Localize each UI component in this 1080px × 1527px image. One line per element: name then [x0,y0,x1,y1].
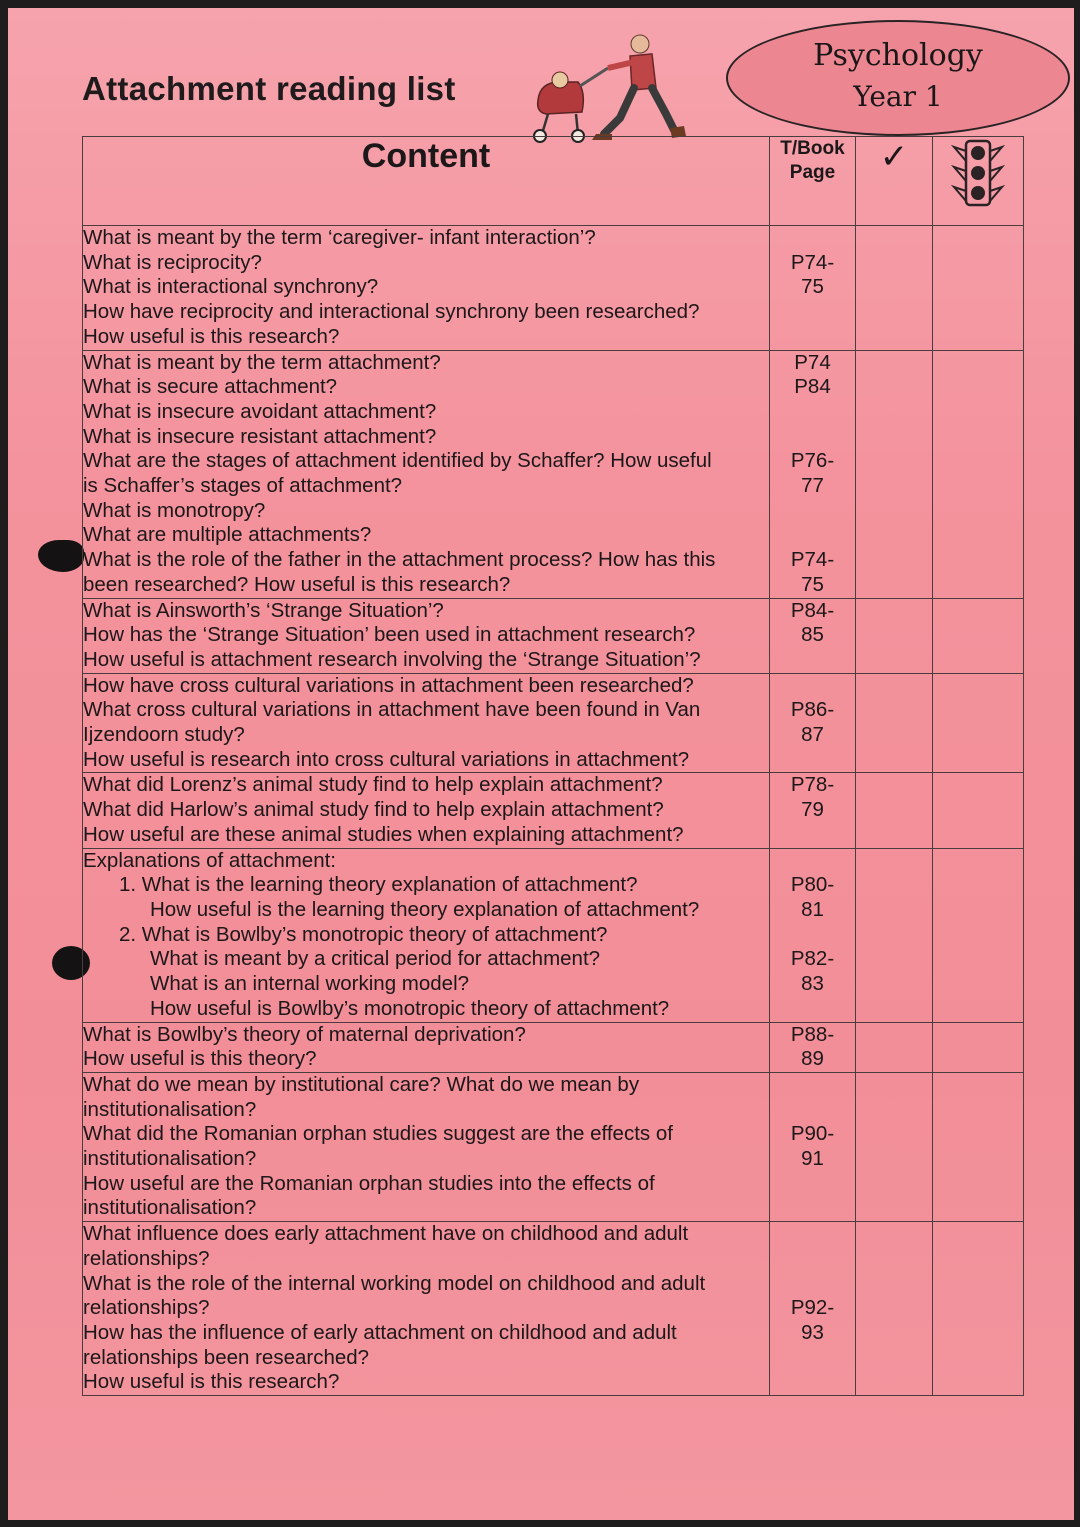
page-ref-line [770,849,855,874]
traffic-light-icon [950,137,1006,209]
page-ref-line [770,648,855,673]
page-ref-line: P90- [790,1122,835,1146]
completed-column-header [856,137,933,226]
questions-cell [83,1072,770,1221]
page-ref-line: P84 [794,375,831,399]
confidence-rating-cell[interactable] [933,1222,1024,1396]
page-ref-line [770,400,855,425]
page-ref-line: P78- [790,773,835,797]
question-line: institutionalisation? [83,1097,257,1121]
question-line: What is secure attachment? [83,375,338,399]
page-ref-cell [770,773,856,848]
question-line: How useful are the Romanian orphan studies into the effects of [83,1171,655,1195]
page-ref-line: 83 [801,972,824,996]
question-line: relationships? [83,1296,210,1320]
question-line: How useful is attachment research involving the ‘Strange Situation’? [83,647,701,671]
page-ref-line: 81 [801,897,824,921]
page-ref-line: P84- [790,598,835,622]
person-pushing-pram-icon [520,22,690,147]
page-ref-line [770,300,855,325]
page-ref-cell [770,350,856,598]
page-ref-line [770,1370,855,1395]
question-line: What is monotropy? [83,498,266,522]
completed-checkbox-cell[interactable] [856,350,933,598]
question-line: How useful are these animal studies when explaining attachment? [83,822,684,846]
page-ref-line: P88- [790,1022,835,1046]
confidence-column-header [933,137,1024,226]
page-ref-line: P74- [790,548,835,572]
question-line: What is the role of the father in the attachment process? How has this [83,548,716,572]
page-ref-cell [770,848,856,1022]
reading-list-table [82,136,1024,1396]
question-line: How useful is the learning theory explanation of attachment? [150,897,700,921]
question-line: What influence does early attachment have on childhood and adult [83,1222,689,1246]
question-line: How useful is this research? [83,1370,340,1394]
question-line: What is meant by the term ‘caregiver- infant interaction’? [83,226,596,249]
question-line: institutionalisation? [83,1196,257,1220]
question-line: How useful is Bowlby’s monotropic theory of attachment? [150,996,670,1020]
question-line: How have cross cultural variations in attachment been researched? [83,673,694,697]
question-line: What are the stages of attachment identified by Schaffer? How useful [83,449,712,473]
confidence-rating-cell[interactable] [933,848,1024,1022]
question-line: How has the influence of early attachment on childhood and adult [83,1320,677,1344]
page-ref-cell [770,673,856,773]
page-ref-line: P86- [790,698,835,722]
questions-cell [83,773,770,848]
question-line: relationships been researched? [83,1345,370,1369]
page-ref-line: 89 [801,1047,824,1071]
page-ref-cell [770,1222,856,1396]
question-line: institutionalisation? [83,1147,257,1171]
completed-checkbox-cell[interactable] [856,673,933,773]
page-ref-cell [770,1022,856,1072]
question-line: How have reciprocity and interactional synchrony been researched? [83,300,700,324]
question-line: What is the role of the internal working model on childhood and adult [83,1271,706,1295]
questions-cell [83,598,770,673]
page-ref-line [770,823,855,848]
question-line: What cross cultural variations in attachment have been found in Van [83,698,701,722]
question-line: 1. What is the learning theory explanation of attachment? [119,873,638,897]
page-ref-line: P92- [790,1296,835,1320]
page-ref-line: 87 [801,723,824,747]
page-ref-line [770,1272,855,1297]
page-ref-line [770,1247,855,1272]
question-line: What is Ainsworth’s ‘Strange Situation’? [83,598,444,622]
page-column-header [770,137,856,226]
worksheet-page [8,8,1074,1520]
questions-cell [83,1022,770,1072]
page-ref-cell [770,226,856,351]
question-line: Ijzendoorn study? [83,723,245,747]
page-ref-line [770,1346,855,1371]
question-line: How useful is this theory? [83,1047,317,1071]
question-line: 2. What is Bowlby’s monotropic theory of attachment? [119,922,608,946]
page-ref-line [770,1073,855,1098]
table-row [83,1072,1024,1221]
course-badge [726,20,1070,136]
punch-hole-top [38,540,84,572]
question-line: What did Harlow’s animal study find to help explain attachment? [83,798,664,822]
confidence-rating-cell[interactable] [933,1022,1024,1072]
page-ref-line [770,1196,855,1221]
content-column-header: Content [83,137,770,226]
questions-cell [83,350,770,598]
confidence-rating-cell[interactable] [933,673,1024,773]
page-ref-line: P76- [790,449,835,473]
page-ref-line [770,226,855,251]
question-line: What is an internal working model? [150,972,470,996]
question-line: What did the Romanian orphan studies suggest are the effects of [83,1122,673,1146]
page-ref-line [770,997,855,1022]
completed-checkbox-cell[interactable] [856,848,933,1022]
question-line: What are multiple attachments? [83,523,372,547]
confidence-rating-cell[interactable] [933,350,1024,598]
page-ref-line [770,1222,855,1247]
confidence-rating-cell[interactable] [933,598,1024,673]
page-header-line2: Page [789,162,836,183]
table-row [83,673,1024,773]
question-line: What did Lorenz’s animal study find to help explain attachment? [83,773,663,797]
question-line: What is interactional synchrony? [83,275,379,299]
question-line: How useful is research into cross cultural variations in attachment? [83,747,690,771]
page-ref-line [770,748,855,773]
page-ref-line [770,425,855,450]
table-header-row [83,137,1024,226]
table-row [83,226,1024,351]
question-line: What is meant by the term attachment? [83,350,441,374]
table-row [83,350,1024,598]
page-header-line1: T/Book [780,138,845,159]
page-ref-line: P82- [790,947,835,971]
questions-cell [83,226,770,351]
questions-cell [83,848,770,1022]
table-row [83,773,1024,848]
page-ref-line: P74- [790,250,835,274]
page-ref-line: P80- [790,873,835,897]
tick-icon: ✓ [879,137,909,177]
page-ref-line [770,1098,855,1123]
completed-checkbox-cell[interactable] [856,226,933,351]
completed-checkbox-cell[interactable] [856,598,933,673]
question-line: is Schaffer’s stages of attachment? [83,474,403,498]
completed-checkbox-cell[interactable] [856,773,933,848]
confidence-rating-cell[interactable] [933,226,1024,351]
question-line: How useful is this research? [83,324,340,348]
confidence-rating-cell[interactable] [933,773,1024,848]
completed-checkbox-cell[interactable] [856,1072,933,1221]
page-ref-line: 79 [801,798,824,822]
page-ref-cell [770,1072,856,1221]
page-ref-line: P74 [794,350,831,374]
page-ref-line [770,923,855,948]
table-row [83,848,1024,1022]
badge-year: Year 1 [853,80,943,113]
page-title: Attachment reading list [82,70,456,107]
page-ref-line [770,1172,855,1197]
page-ref-line [770,674,855,699]
completed-checkbox-cell[interactable] [856,1222,933,1396]
question-line: How has the ‘Strange Situation’ been used in attachment research? [83,623,696,647]
page-ref-line: 85 [801,623,824,647]
page-ref-line [770,499,855,524]
question-line: relationships? [83,1246,210,1270]
confidence-rating-cell[interactable] [933,1072,1024,1221]
page-ref-line: 75 [801,275,824,299]
question-line: What is reciprocity? [83,250,262,274]
question-line: What do we mean by institutional care? What do we mean by [83,1072,640,1096]
question-line: been researched? How useful is this research? [83,572,511,596]
page-ref-line: 75 [801,572,824,596]
badge-subject: Psychology [813,38,983,73]
question-line: What is insecure avoidant attachment? [83,399,437,423]
page-ref-line: 91 [801,1147,824,1171]
table-row [83,1222,1024,1396]
question-line: What is insecure resistant attachment? [83,424,437,448]
question-line: Explanations of attachment: [83,848,336,872]
question-line: What is meant by a critical period for attachment? [150,947,601,971]
page-ref-line [770,523,855,548]
page-ref-line: 77 [801,474,824,498]
completed-checkbox-cell[interactable] [856,1022,933,1072]
questions-cell [83,673,770,773]
page-ref-cell [770,598,856,673]
questions-cell [83,1222,770,1396]
table-row [83,598,1024,673]
page-ref-line: 93 [801,1320,824,1344]
page-ref-line [770,325,855,350]
question-line: What is Bowlby’s theory of maternal deprivation? [83,1022,526,1046]
table-row [83,1022,1024,1072]
